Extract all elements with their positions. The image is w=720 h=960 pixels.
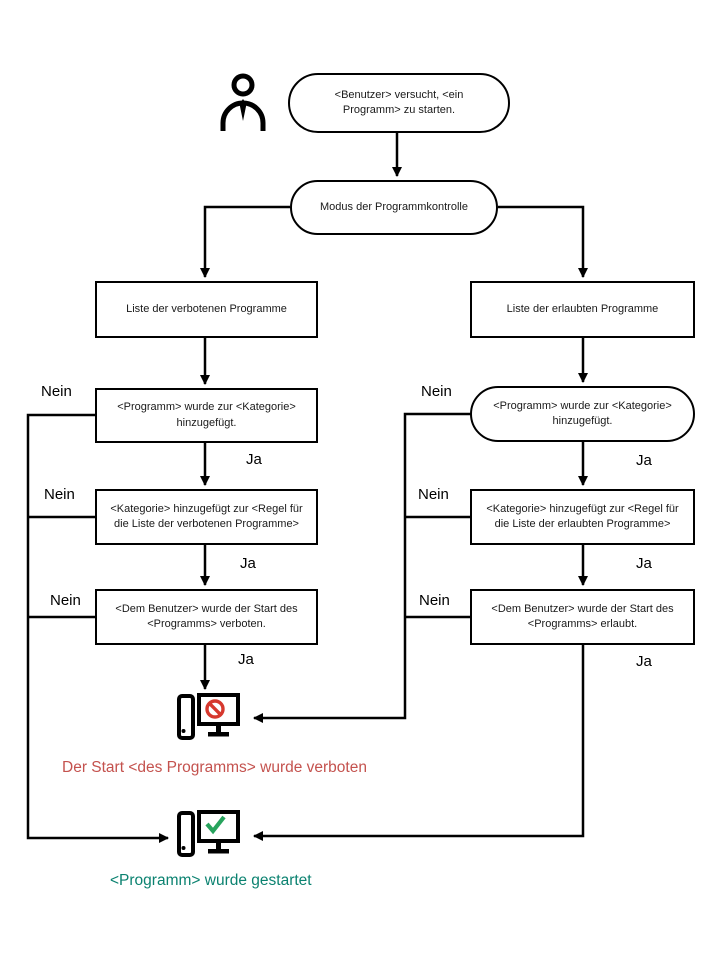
node-allow-rule: <Kategorie> hinzugefügt zur <Regel für die Liste der erlaubten Programme> — [470, 489, 695, 545]
node-allowlist: Liste der erlaubten Programme — [470, 281, 695, 338]
node-deny-added: <Programm> wurde zur <Kategorie> hinzugefügt. — [95, 388, 318, 443]
label-ja-deny-added: Ja — [246, 451, 262, 468]
label-ja-allow-added: Ja — [636, 452, 652, 469]
node-denylist: Liste der verbotenen Programme — [95, 281, 318, 338]
node-deny-rule: <Kategorie> hinzugefügt zur <Regel für die Liste der verbotenen Programme> — [95, 489, 318, 545]
label-nein-deny-added: Nein — [41, 383, 72, 400]
node-mode: Modus der Programmkontrolle — [290, 180, 498, 235]
node-start: <Benutzer> versucht, <ein Programm> zu starten. — [288, 73, 510, 133]
label-ja-allow-rule: Ja — [636, 555, 652, 572]
label-nein-allow-added: Nein — [421, 383, 452, 400]
computer-check-icon — [176, 810, 240, 867]
check-icon — [207, 817, 224, 831]
label-nein-allow-rule: Nein — [418, 486, 449, 503]
label-ja-deny-result: Ja — [238, 651, 254, 668]
label-nein-deny-result: Nein — [50, 592, 81, 609]
label-ja-deny-rule: Ja — [240, 555, 256, 572]
node-deny-result: <Dem Benutzer> wurde der Start des <Programms> verboten. — [95, 589, 318, 645]
label-nein-deny-rule: Nein — [44, 486, 75, 503]
started-caption: <Programm> wurde gestartet — [110, 872, 312, 889]
node-allow-result: <Dem Benutzer> wurde der Start des <Programms> erlaubt. — [470, 589, 695, 645]
computer-blocked-icon — [176, 693, 240, 750]
label-ja-allow-result: Ja — [636, 653, 652, 670]
user-icon — [219, 72, 267, 139]
node-allow-added: <Programm> wurde zur <Kategorie> hinzugefügt. — [470, 386, 695, 442]
deny-sign-icon — [207, 701, 223, 717]
label-nein-allow-result: Nein — [419, 592, 450, 609]
blocked-caption: Der Start <des Programms> wurde verboten — [62, 759, 367, 776]
